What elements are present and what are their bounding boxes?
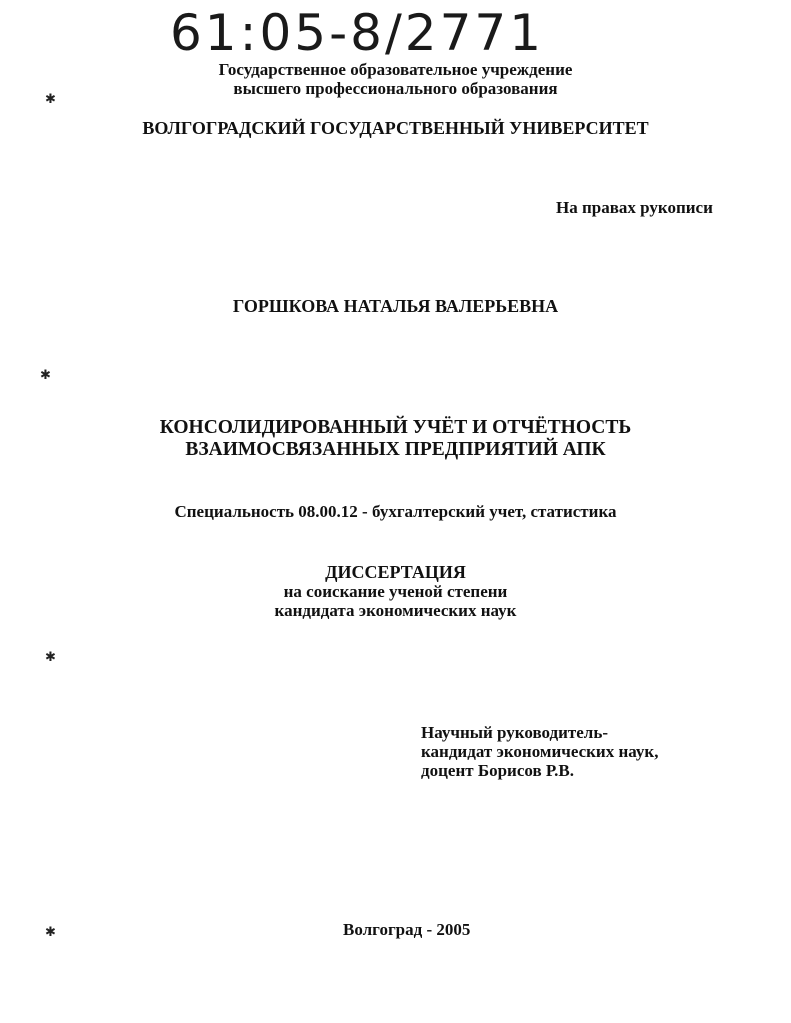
dissertation-title-line-1: КОНСОЛИДИРОВАННЫЙ УЧЁТ И ОТЧЁТНОСТЬ xyxy=(159,417,632,438)
university-name: ВОЛГОГРАДСКИЙ ГОСУДАРСТВЕННЫЙ УНИВЕРСИТЕТ xyxy=(142,118,649,138)
scan-mark-icon: ✱ xyxy=(45,92,56,107)
supervisor-line-3: доцент Борисов Р.В. xyxy=(421,761,574,780)
degree-line-2: кандидата экономических наук xyxy=(274,601,517,620)
handwritten-number-text: 61:05-8/2771 xyxy=(170,4,545,58)
scan-mark-icon: ✱ xyxy=(45,925,56,940)
degree-line-1: на соискание ученой степени xyxy=(283,582,508,601)
scan-mark-icon: ✱ xyxy=(40,368,51,383)
dissertation-title-line-2: ВЗАИМОСВЯЗАННЫХ ПРЕДПРИЯТИЙ АПК xyxy=(185,439,606,460)
manuscript-note: На правах рукописи xyxy=(556,198,713,217)
scan-mark-icon: ✱ xyxy=(45,650,56,665)
supervisor-line-2: кандидат экономических наук, xyxy=(421,742,659,761)
institution-line-1: Государственное образовательное учреждение xyxy=(218,60,573,79)
institution-line-2: высшего профессионального образования xyxy=(233,79,558,98)
specialty-line: Специальность 08.00.12 - бухгалтерский учет, статистика xyxy=(174,502,617,521)
author-name: ГОРШКОВА НАТАЛЬЯ ВАЛЕРЬЕВНА xyxy=(232,296,559,316)
supervisor-line-1: Научный руководитель- xyxy=(421,723,608,742)
handwritten-archive-number xyxy=(168,0,588,58)
dissertation-heading: ДИССЕРТАЦИЯ xyxy=(325,562,466,582)
city-year: Волгоград - 2005 xyxy=(343,920,471,939)
